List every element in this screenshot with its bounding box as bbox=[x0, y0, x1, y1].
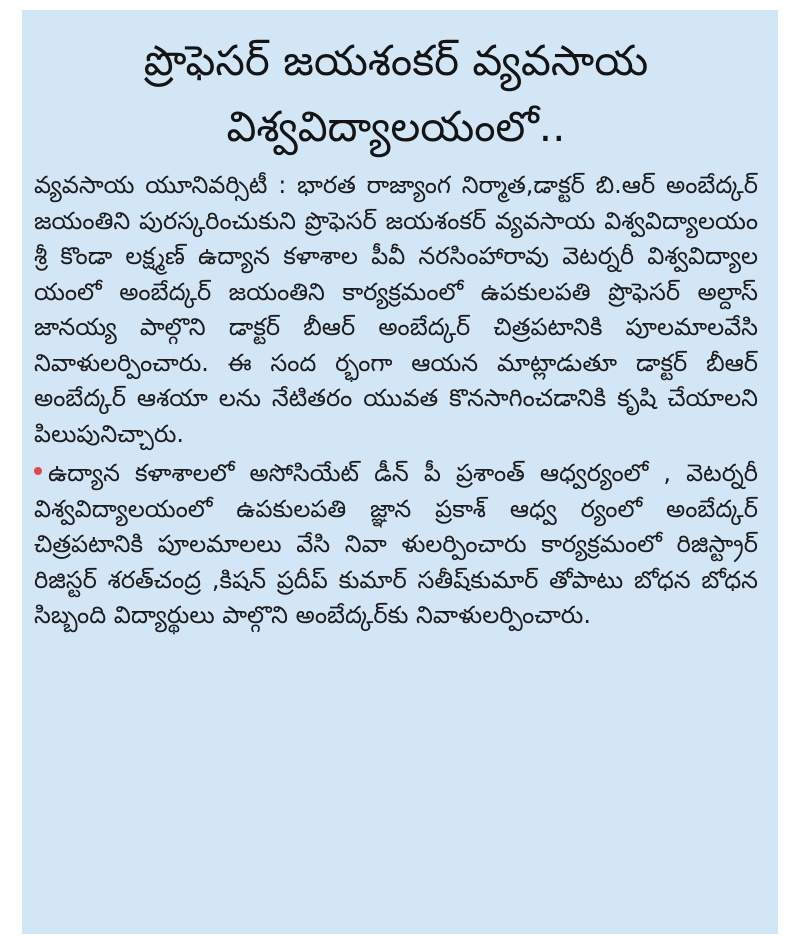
headline-line-2: విశ్వవిద్యాలయంలో.. bbox=[226, 102, 566, 151]
article-paragraph-2-text: ఉద్యాన కళాశాలలో అసోసియేట్ డీన్ పీ ప్రశాంత్ ఆధ్వర్యంలో , వెటర్నరీ విశ్వవిద్యాలయంలో ఉపకులపతి జ్ఞాన ప్రకాశ్ ఆధ్వ ర్యంలో అంబేద్కర్ చిత్రపటానికి పూలమాలలు వేసి నివా ళులర్పించారు కార్యక్రమంలో రిజిస్ట్రార్ రిజిస్టర్ శరత్‌చంద్ర ,కిషన్ ప్రదీప్ కుమార్ సతీష్‌కుమార్ తోపాటు బోధన బోధన సిబ్బంది విద్యార్థులు పాల్గొని అంబేద్కర్‌కు నివాళులర్పించారు. bbox=[34, 459, 758, 629]
news-clipping bbox=[22, 10, 778, 934]
article-body bbox=[34, 168, 758, 634]
headline-line-1: ప్రొఫెసర్ జయశంకర్ వ్యవసాయ bbox=[143, 36, 649, 85]
article-paragraph-1: వ్యవసాయ యూనివర్సిటీ : భారత రాజ్యాంగ నిర్మాత,డాక్టర్ బి.ఆర్ అంబేద్కర్ జయంతిని పురస్కరించుకుని ప్రొఫెసర్ జయశంకర్ వ్యవసాయ విశ్వవిద్యాలయం శ్రీ కొండా లక్ష్మణ్ ఉద్యాన కళాశాల పీవీ నరసింహారావు వెటర్నరీ విశ్వవిద్యాల యంలో అంబేద్కర్ జయంతిని కార్యక్రమంలో ఉపకులపతి ప్రొఫెసర్ అల్దాస్ జానయ్య పాల్గొని డాక్టర్ బీఆర్ అంబేద్కర్ చిత్రపటానికి పూలమాలవేసి నివాళులర్పించారు. ఈ సంద ర్భంగా ఆయన మాట్లాడుతూ డాక్టర్ బీఆర్ అంబేద్కర్ ఆశయా లను నేటితరం యువత కొనసాగించడానికి కృషి చేయాలని పిలుపునిచ్చారు. bbox=[34, 171, 758, 448]
article-paragraph-2 bbox=[34, 456, 758, 634]
headline bbox=[34, 28, 758, 160]
bullet-dot-icon bbox=[34, 467, 42, 475]
